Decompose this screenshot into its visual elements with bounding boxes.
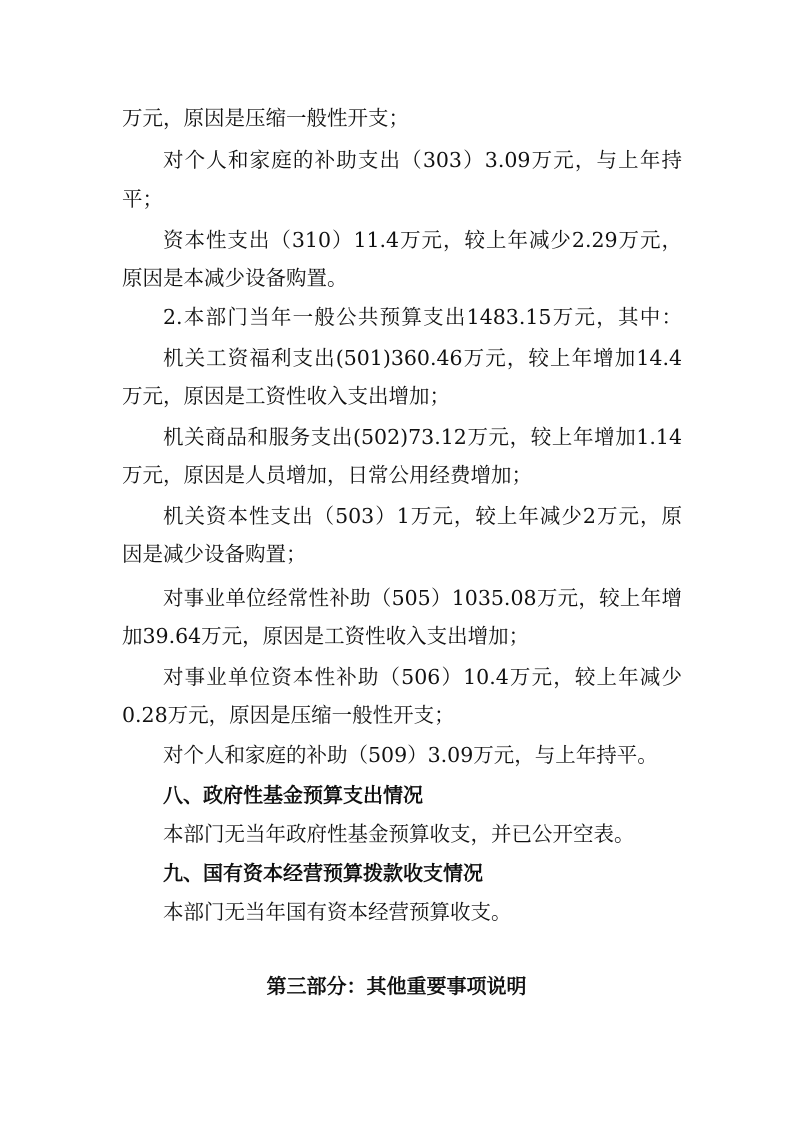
paragraph-line: 加39.64万元，原因是工资性收入支出增加； — [122, 624, 530, 648]
paragraph-line: 对个人和家庭的补助（509）3.09万元，与上年持平。 — [163, 743, 658, 767]
paragraph-line: 对事业单位经常性补助（505）1035.08万元，较上年增 — [163, 586, 682, 610]
section-body: 本部门无当年政府性基金预算收支，并已公开空表。 — [163, 822, 635, 846]
paragraph-line: 原因是本减少设备购置。 — [122, 266, 348, 290]
paragraph-line: 万元，原因是人员增加，日常公用经费增加； — [122, 463, 532, 487]
paragraph-line: 万元，原因是压缩一般性开支； — [122, 106, 409, 130]
paragraph-line: 2.本部门当年一般公共预算支出1483.15万元，其中： — [163, 305, 682, 329]
section-body: 本部门无当年国有资本经营预算收支。 — [163, 900, 512, 924]
section-heading: 八、政府性基金预算支出情况 — [163, 783, 423, 807]
paragraph-line: 万元，原因是工资性收入支出增加； — [122, 384, 450, 408]
paragraph-line: 因是减少设备购置； — [122, 542, 307, 566]
paragraph-line: 机关商品和服务支出(502)73.12万元，较上年增加1.14 — [163, 425, 682, 449]
part-title: 第三部分：其他重要事项说明 — [266, 974, 527, 998]
section-heading: 九、国有资本经营预算拨款收支情况 — [163, 861, 483, 885]
paragraph-line: 机关工资福利支出(501)360.46万元，较上年增加14.4 — [163, 346, 682, 370]
paragraph-line: 平； — [122, 187, 163, 211]
paragraph-line: 机关资本性支出（503）1万元，较上年减少2万元，原 — [163, 504, 682, 528]
paragraph-line: 0.28万元，原因是压缩一般性开支； — [122, 703, 455, 727]
paragraph-line: 对个人和家庭的补助支出（303）3.09万元，与上年持 — [163, 148, 682, 172]
paragraph-line: 对事业单位资本性补助（506）10.4万元，较上年减少 — [163, 665, 682, 689]
paragraph-line: 资本性支出（310）11.4万元，较上年减少2.29万元， — [163, 228, 682, 252]
